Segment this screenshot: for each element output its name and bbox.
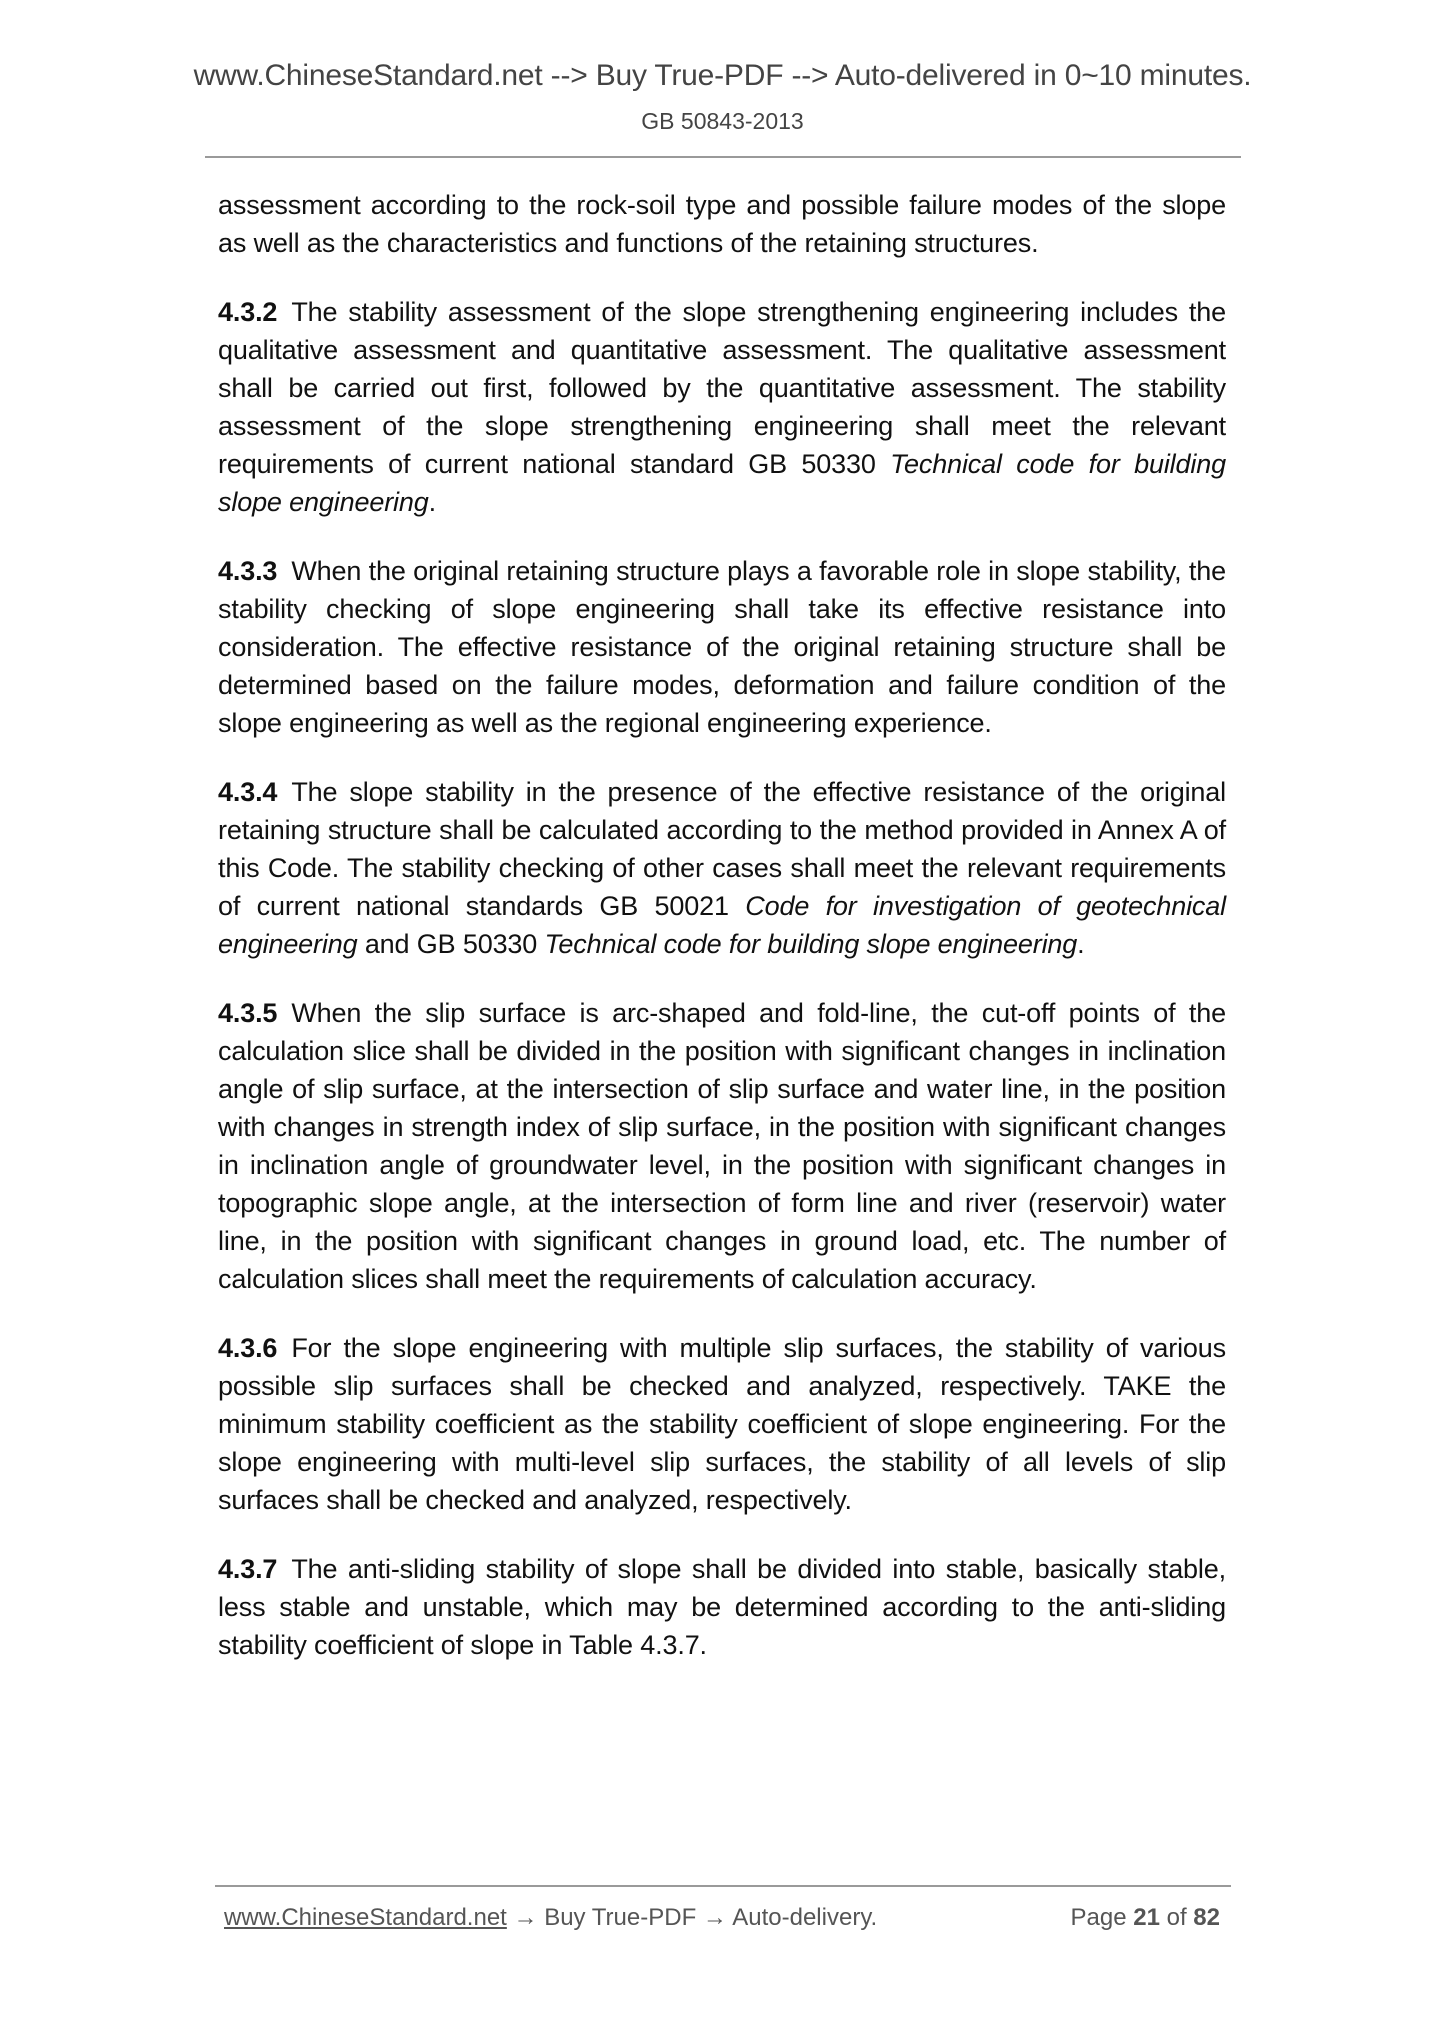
- continuation-paragraph: assessment according to the rock-soil type and possible failure modes of the slope as well as the characteristics and functions of the retaining structures.: [218, 190, 1226, 258]
- clause-4-3-3: [218, 552, 1226, 742]
- footer-divider: [215, 1885, 1231, 1887]
- page-label: Page: [1070, 1904, 1127, 1931]
- clause-number: 4.3.5: [218, 998, 278, 1028]
- clause-text: When the original retaining structure plays a favorable role in slope stability, the stability checking of slope engineering shall take its effective resistance into consideration. The effective resistance of the original retaining structure shall be determined based on the failure modes, deformation and failure condition of the slope engineering as well as the regional engineering experience.: [218, 556, 1226, 738]
- clause-4-3-7: [218, 1550, 1226, 1664]
- clause-number: 4.3.7: [218, 1554, 278, 1584]
- header-title: www.ChineseStandard.net --> Buy True-PDF --> Auto-delivered in 0~10 minutes.: [193, 59, 1252, 92]
- clause-text: .: [428, 487, 436, 517]
- delivery-text: Auto-delivery.: [732, 1904, 878, 1931]
- buy-text: Buy True-PDF: [544, 1904, 697, 1931]
- clause-text: .: [1077, 929, 1085, 959]
- page-total: 82: [1193, 1904, 1220, 1931]
- clause-number: 4.3.2: [218, 297, 278, 327]
- header-divider: [205, 156, 1241, 158]
- clause-4-3-6: [218, 1329, 1226, 1519]
- page-footer: [224, 1903, 1224, 1933]
- page-of: of: [1166, 1904, 1187, 1931]
- clause-text: When the slip surface is arc-shaped and fold-line, the cut-off points of the calculation slice shall be divided in the position with significant changes in inclination angle of slip surface, at the intersection of slip surface and water line, in the position with changes in strength index of slip surface, in the position with significant changes in inclination angle of groundwater level, in the position with significant changes in topographic slope angle, at the intersection of form line and river (reservoir) water line, in the position with significant changes in ground load, etc. The number of calculation slices shall meet the requirements of calculation accuracy.: [218, 998, 1226, 1294]
- clause-text: The anti-sliding stability of slope shall be divided into stable, basically stable, less stable and unstable, which may be determined according to the anti-sliding stability coefficient of slope in Table 4.3.7.: [218, 1554, 1226, 1660]
- arrow-right-icon: →: [702, 1904, 727, 1931]
- clause-text: and GB 50330: [357, 929, 545, 959]
- clause-number: 4.3.6: [218, 1333, 278, 1363]
- clause-4-3-4: [218, 773, 1226, 963]
- clause-number: 4.3.3: [218, 556, 278, 586]
- standard-code: GB 50843-2013: [641, 108, 804, 134]
- clause-4-3-2: [218, 293, 1226, 521]
- arrow-right-icon: →: [513, 1904, 538, 1931]
- clause-text: For the slope engineering with multiple slip surfaces, the stability of various possible slip surfaces shall be checked and analyzed, respectively. TAKE the minimum stability coefficient as the stability coefficient of slope engineering. For the slope engineering with multi-level slip surfaces, the stability of all levels of slip surfaces shall be checked and analyzed, respectively.: [218, 1333, 1226, 1515]
- standard-title: Technical code for building slope engineering: [218, 449, 1226, 517]
- standard-title: Technical code for building slope engineering: [544, 929, 1078, 959]
- clause-text: The slope stability in the presence of the effective resistance of the original retaining structure shall be calculated according to the method provided in Annex A of this Code. The stability checking of other cases shall meet the relevant requirements of current national standards GB 50021: [218, 777, 1226, 921]
- chinesestandard-link[interactable]: www.ChineseStandard.net: [224, 1904, 507, 1931]
- clause-4-3-5: [218, 994, 1226, 1298]
- page-indicator: [1071, 1903, 1221, 1933]
- clause-text: The stability assessment of the slope strengthening engineering includes the qualitative assessment and quantitative assessment. The qualitative assessment shall be carried out first, followed by the quantitative assessment. The stability assessment of the slope strengthening engineering shall meet the relevant requirements of current national standard GB 50330: [218, 297, 1226, 479]
- standard-title: Code for investigation of geotechnical engineering: [218, 891, 1227, 959]
- document-body: [218, 186, 1226, 1695]
- clause-number: 4.3.4: [218, 777, 278, 807]
- page-current: 21: [1133, 1904, 1160, 1931]
